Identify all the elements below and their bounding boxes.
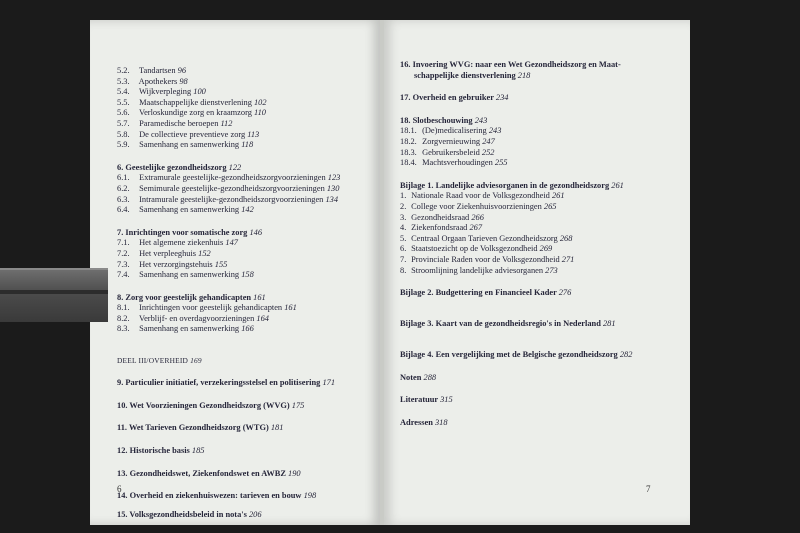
toc-entry: 8.2. Verblijf- en overdagvoorzieningen 164 (117, 313, 269, 323)
book-gutter (380, 20, 384, 525)
toc-chapter-12: 12. Historische basis 185 (117, 445, 205, 455)
toc-entry: 7.2. Het verpleeghuis 152 (117, 248, 211, 258)
toc-entry: 6.3. Intramurale geestelijke-gezondheidszorgvoorzieningen 134 (117, 194, 339, 204)
toc-entry: 5.4. Wijkverpleging 100 (117, 87, 206, 97)
toc-entry: 4. Ziekenfondsraad 267 (400, 223, 483, 233)
left-toc (117, 66, 377, 521)
toc-entry: 5.6. Verloskundige zorg en kraamzorg 110 (117, 108, 266, 118)
toc-entry: 8.1. Inrichtingen voor geestelijk gehandicapten 161 (117, 303, 297, 313)
toc-chapter-13: 13. Gezondheidswet, Ziekenfondswet en AWBZ 190 (117, 468, 301, 478)
toc-entry: 5.8. De collectieve preventieve zorg 113 (117, 129, 260, 139)
toc-chapter-16: 16. Invoering WVG: naar een Wet Gezondheidszorg en Maat- (400, 60, 621, 69)
toc-bijlage-3: Bijlage 3. Kaart van de gezondheidsregio's in Nederland 281 (400, 319, 616, 329)
toc-bijlage-2: Bijlage 2. Budgettering en Financieel Kader 276 (400, 288, 572, 298)
toc-entry: 5. Centraal Orgaan Tarieven Gezondheidszorg 268 (400, 233, 573, 243)
clamp-band (0, 290, 108, 294)
toc-chapter-9: 9. Particulier initiatief, verzekeringsstelsel en politisering 171 (117, 378, 336, 388)
toc-chapter-10: 10. Wet Voorzieningen Gezondheidszorg (WVG) 175 (117, 400, 305, 410)
toc-entry: 2. College voor Ziekenhuisvoorzieningen 265 (400, 201, 557, 211)
toc-entry: 7.1. Het algemene ziekenhuis 147 (117, 238, 238, 248)
toc-chapter-14: 14. Overheid en ziekenhuiswezen: tarieven en bouw 198 (117, 491, 317, 501)
toc-entry: 18.3. Gebruikersbeleid 252 (400, 147, 495, 157)
toc-entry: 8.3. Samenhang en samenwerking 166 (117, 324, 254, 334)
toc-literatuur: Literatuur 315 (400, 395, 453, 405)
toc-entry: 6. Staatstoezicht op de Volksgezondheid 269 (400, 244, 553, 254)
page-number-left: 6 (117, 484, 122, 494)
page-number-right: 7 (646, 484, 651, 494)
toc-entry: 7. Provinciale Raden voor de Volksgezondheid 271 (400, 254, 575, 264)
toc-chapter-6: 6. Geestelijke gezondheidszorg 122 (117, 162, 242, 172)
toc-entry: 5.2. Tandartsen 96 (117, 66, 187, 75)
toc-bijlage-4: Bijlage 4. Een vergelijking met de Belgische gezondheidszorg 282 (400, 350, 633, 360)
toc-entry: 5.3. Apothekers 98 (117, 76, 188, 86)
toc-entry: 3. Gezondheidsraad 266 (400, 212, 484, 222)
toc-chapter-18: 18. Slotbeschouwing 243 (400, 115, 488, 125)
toc-entry: 7.3. Het verzorgingstehuis 155 (117, 259, 228, 269)
toc-entry: 6.1. Extramurale geestelijke-gezondheidszorgvoorzieningen 123 (117, 173, 341, 183)
right-toc (400, 60, 662, 429)
toc-chapter-8: 8. Zorg voor geestelijk gehandicapten 161 (117, 292, 266, 302)
toc-noten: Noten 288 (400, 372, 437, 382)
toc-entry: 18.2. Zorgvernieuwing 247 (400, 136, 495, 146)
toc-entry: 6.4. Samenhang en samenwerking 142 (117, 205, 254, 215)
toc-entry: 1. Nationale Raad voor de Volksgezondheid 261 (400, 191, 565, 201)
toc-chapter-15: 15. Volksgezondheidsbeleid in nota's 206 (117, 510, 262, 520)
toc-entry: 6.2. Semimurale geestelijke-gezondheidszorgvoorzieningen 130 (117, 183, 340, 193)
toc-part-3: DEEL III/OVERHEID 169 (117, 355, 202, 365)
toc-entry: 5.5. Maatschappelijke dienstverlening 102 (117, 97, 267, 107)
toc-bijlage-1: Bijlage 1. Landelijke adviesorganen in de gezondheidszorg 261 (400, 180, 624, 190)
toc-section-5 (117, 66, 377, 151)
toc-entry: 8. Stroomlijning landelijke adviesorganen 273 (400, 265, 558, 275)
toc-chapter-16-cont: schappelijke dienstverlening 218 (414, 70, 531, 80)
toc-entry: 7.4. Samenhang en samenwerking 158 (117, 270, 254, 280)
toc-chapter-17: 17. Overheid en gebruiker 234 (400, 93, 509, 103)
toc-chapter-7: 7. Inrichtingen voor somatische zorg 146 (117, 227, 263, 237)
toc-chapter-11: 11. Wet Tarieven Gezondheidszorg (WTG) 181 (117, 423, 284, 433)
toc-entry: 5.7. Paramedische beroepen 112 (117, 118, 233, 128)
toc-entry: 5.9. Samenhang en samenwerking 118 (117, 140, 254, 150)
toc-adressen: Adressen 318 (400, 418, 448, 428)
toc-entry: 18.1. (De)medicalisering 243 (400, 126, 502, 136)
page-clamp (0, 268, 108, 322)
toc-entry: 18.4. Machtsverhoudingen 255 (400, 158, 508, 168)
